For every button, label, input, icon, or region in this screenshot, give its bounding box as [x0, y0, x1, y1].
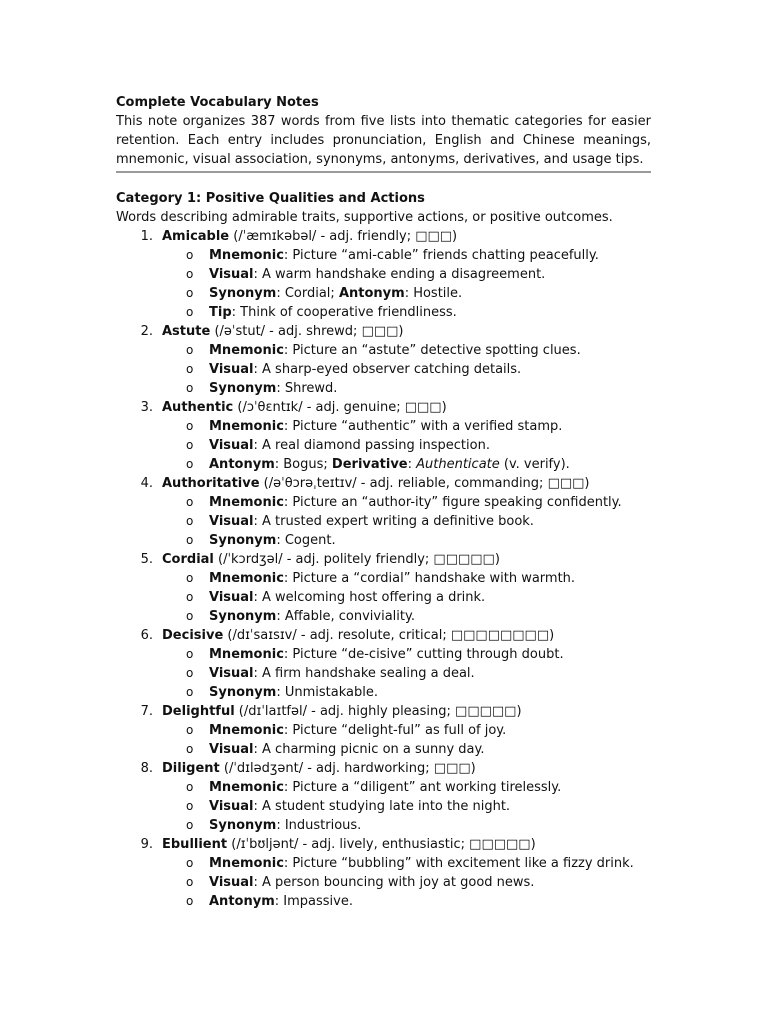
horizontal-rule: [116, 171, 651, 173]
entry-heading: [116, 227, 651, 246]
bullet-marker: o: [186, 286, 194, 300]
detail-line: [116, 417, 651, 436]
bullet-marker: o: [186, 856, 194, 870]
entry-heading: [116, 474, 651, 493]
entry-pronunciation-meaning: (/dɪˈlaɪtfəl/ - adj. highly pleasing; □□□□□): [234, 704, 522, 719]
document-title: Complete Vocabulary Notes: [116, 95, 319, 110]
entry-pronunciation-meaning: (/ˈæmɪkəbəl/ - adj. friendly; □□□): [229, 229, 458, 244]
detail-label: Mnemonic: [209, 723, 284, 738]
detail-line: [116, 778, 651, 797]
detail-text: : Shrewd.: [276, 381, 338, 396]
bullet-marker: o: [186, 362, 194, 376]
entry-word: Astute: [162, 324, 211, 339]
list-item: [116, 759, 651, 835]
detail-label: Visual: [209, 590, 254, 605]
bullet-marker: o: [186, 723, 194, 737]
entry-details: [116, 778, 651, 835]
entry-details: [116, 246, 651, 322]
bullet-marker: o: [186, 780, 194, 794]
entry-word: Delightful: [162, 704, 235, 719]
detail-line: [116, 873, 651, 892]
detail-text: : A sharp-eyed observer catching details.: [253, 362, 522, 377]
bullet-marker: o: [186, 875, 194, 889]
entry-word: Ebullient: [162, 837, 228, 852]
entry-heading: [116, 759, 651, 778]
detail-label: Mnemonic: [209, 343, 284, 358]
document-page: [116, 93, 651, 911]
detail-label: Synonym: [209, 286, 277, 301]
detail-text: : Picture “de-cisive” cutting through doubt.: [283, 647, 564, 662]
entry-pronunciation-meaning: (/əˈstut/ - adj. shrewd; □□□): [210, 324, 404, 339]
detail-label: Mnemonic: [209, 495, 284, 510]
detail-line: [116, 284, 651, 303]
detail-label: Visual: [209, 267, 254, 282]
detail-text: : Picture an “astute” detective spotting clues.: [283, 343, 581, 358]
detail-line: [116, 645, 651, 664]
detail-text: : Bogus;: [274, 457, 332, 472]
intro-paragraph: This note organizes 387 words from five lists into thematic categories for easier retention. Each entry includes pronunciation, English and Chinese meanings, mnemonic, visual association, synonyms, antonyms, derivatives, and usage tips.: [116, 114, 651, 167]
detail-label: Antonym: [209, 457, 275, 472]
bullet-marker: o: [186, 571, 194, 585]
detail-line: [116, 531, 651, 550]
list-item: [116, 398, 651, 474]
detail-text: : Cordial;: [276, 286, 339, 301]
bullet-marker: o: [186, 533, 194, 547]
detail-line: [116, 265, 651, 284]
entry-number: 4.: [140, 476, 153, 491]
detail-label: Synonym: [209, 818, 277, 833]
detail-label: Visual: [209, 875, 254, 890]
bullet-marker: o: [186, 438, 194, 452]
entry-heading: [116, 550, 651, 569]
list-item: [116, 227, 651, 322]
detail-line: [116, 512, 651, 531]
detail-line: [116, 455, 651, 474]
detail-text: :: [407, 457, 417, 472]
entry-word: Authentic: [162, 400, 234, 415]
entry-number: 7.: [140, 704, 153, 719]
detail-text: : Picture a “cordial” handshake with warmth.: [283, 571, 576, 586]
detail-label: Derivative: [331, 457, 408, 472]
list-item: [116, 702, 651, 759]
detail-line: [116, 379, 651, 398]
entry-details: [116, 721, 651, 759]
entry-pronunciation-meaning: (/əˈθɔrəˌteɪtɪv/ - adj. reliable, commanding; □□□): [259, 476, 590, 491]
detail-line: [116, 892, 651, 911]
detail-line: [116, 341, 651, 360]
bullet-marker: o: [186, 685, 194, 699]
detail-label: Visual: [209, 666, 254, 681]
entry-heading: [116, 322, 651, 341]
entry-number: 8.: [140, 761, 153, 776]
detail-text: : A student studying late into the night.: [253, 799, 511, 814]
detail-line: [116, 303, 651, 322]
bullet-marker: o: [186, 248, 194, 262]
detail-line: [116, 360, 651, 379]
entry-number: 2.: [140, 324, 153, 339]
detail-line: [116, 493, 651, 512]
detail-label: Synonym: [209, 381, 277, 396]
detail-text: (v. verify).: [499, 457, 570, 472]
category-heading: Category 1: Positive Qualities and Actions: [116, 191, 425, 206]
detail-line: [116, 246, 651, 265]
bullet-marker: o: [186, 343, 194, 357]
detail-text: : Picture “bubbling” with excitement like a fizzy drink.: [283, 856, 634, 871]
detail-text: : Picture “ami-cable” friends chatting peacefully.: [283, 248, 599, 263]
list-item: [116, 626, 651, 702]
entry-heading: [116, 702, 651, 721]
detail-label: Tip: [209, 305, 232, 320]
entry-word: Cordial: [162, 552, 214, 567]
entry-number: 1.: [140, 229, 153, 244]
entry-word: Authoritative: [162, 476, 260, 491]
bullet-marker: o: [186, 267, 194, 281]
detail-text: : Picture “authentic” with a verified stamp.: [283, 419, 563, 434]
detail-line: [116, 816, 651, 835]
bullet-marker: o: [186, 381, 194, 395]
entry-number: 3.: [140, 400, 153, 415]
detail-text: : Impassive.: [274, 894, 353, 909]
bullet-marker: o: [186, 419, 194, 433]
entry-word: Diligent: [162, 761, 220, 776]
detail-text: : A welcoming host offering a drink.: [253, 590, 486, 605]
detail-text: : Picture “delight-ful” as full of joy.: [283, 723, 507, 738]
entry-details: [116, 854, 651, 911]
bullet-marker: o: [186, 666, 194, 680]
detail-label: Visual: [209, 799, 254, 814]
detail-label: Synonym: [209, 533, 277, 548]
detail-label: Visual: [209, 438, 254, 453]
detail-label: Mnemonic: [209, 248, 284, 263]
detail-text: : Industrious.: [276, 818, 362, 833]
bullet-marker: o: [186, 495, 194, 509]
detail-text: : Unmistakable.: [276, 685, 378, 700]
detail-label: Visual: [209, 514, 254, 529]
bullet-marker: o: [186, 305, 194, 319]
bullet-marker: o: [186, 609, 194, 623]
entry-heading: [116, 626, 651, 645]
entry-details: [116, 493, 651, 550]
detail-line: [116, 797, 651, 816]
category-description: Words describing admirable traits, supportive actions, or positive outcomes.: [116, 210, 613, 225]
detail-label: Mnemonic: [209, 780, 284, 795]
bullet-marker: o: [186, 647, 194, 661]
entry-number: 5.: [140, 552, 153, 567]
detail-text: : Think of cooperative friendliness.: [231, 305, 457, 320]
detail-line: [116, 683, 651, 702]
detail-text: : A firm handshake sealing a deal.: [253, 666, 475, 681]
detail-text: : Affable, conviviality.: [276, 609, 415, 624]
detail-text: : A charming picnic on a sunny day.: [253, 742, 485, 757]
detail-line: [116, 588, 651, 607]
entry-word: Decisive: [162, 628, 224, 643]
detail-label: Synonym: [209, 685, 277, 700]
detail-text: : Picture a “diligent” ant working tirelessly.: [283, 780, 562, 795]
detail-line: [116, 607, 651, 626]
vocabulary-list: [116, 227, 651, 911]
detail-label: Antonym: [209, 894, 275, 909]
detail-line: [116, 740, 651, 759]
entry-details: [116, 341, 651, 398]
bullet-marker: o: [186, 457, 194, 471]
detail-label: Visual: [209, 362, 254, 377]
list-item: [116, 322, 651, 398]
entry-number: 9.: [140, 837, 153, 852]
list-item: [116, 550, 651, 626]
detail-line: [116, 436, 651, 455]
entry-word: Amicable: [162, 229, 230, 244]
entry-details: [116, 417, 651, 474]
detail-line: [116, 664, 651, 683]
detail-text: : Cogent.: [276, 533, 336, 548]
detail-text: : Picture an “author-ity” figure speaking confidently.: [283, 495, 622, 510]
entry-pronunciation-meaning: (/ɔˈθɛntɪk/ - adj. genuine; □□□): [233, 400, 447, 415]
detail-text: : A warm handshake ending a disagreement.: [253, 267, 546, 282]
entry-heading: [116, 835, 651, 854]
bullet-marker: o: [186, 799, 194, 813]
detail-text: : A person bouncing with joy at good news.: [253, 875, 535, 890]
detail-text: : Hostile.: [404, 286, 463, 301]
entry-details: [116, 645, 651, 702]
detail-label: Mnemonic: [209, 856, 284, 871]
detail-label: Antonym: [338, 286, 405, 301]
entry-pronunciation-meaning: (/ɪˈbʊljənt/ - adj. lively, enthusiastic; □□□□□): [227, 837, 536, 852]
detail-text: : A trusted expert writing a definitive book.: [253, 514, 534, 529]
entry-details: [116, 569, 651, 626]
detail-label: Mnemonic: [209, 647, 284, 662]
bullet-marker: o: [186, 894, 194, 908]
detail-line: [116, 721, 651, 740]
detail-italic-text: Authenticate: [416, 457, 500, 472]
detail-line: [116, 854, 651, 873]
detail-label: Visual: [209, 742, 254, 757]
detail-label: Mnemonic: [209, 571, 284, 586]
bullet-marker: o: [186, 590, 194, 604]
entry-pronunciation-meaning: (/ˈdɪlədʒənt/ - adj. hardworking; □□□): [219, 761, 476, 776]
detail-text: : A real diamond passing inspection.: [253, 438, 490, 453]
entry-number: 6.: [140, 628, 153, 643]
bullet-marker: o: [186, 514, 194, 528]
list-item: [116, 835, 651, 911]
bullet-marker: o: [186, 818, 194, 832]
entry-pronunciation-meaning: (/dɪˈsaɪsɪv/ - adj. resolute, critical; □□□□□□□□): [223, 628, 555, 643]
bullet-marker: o: [186, 742, 194, 756]
detail-label: Synonym: [209, 609, 277, 624]
detail-label: Mnemonic: [209, 419, 284, 434]
entry-heading: [116, 398, 651, 417]
detail-line: [116, 569, 651, 588]
list-item: [116, 474, 651, 550]
entry-pronunciation-meaning: (/ˈkɔrdʒəl/ - adj. politely friendly; □□□□□): [213, 552, 500, 567]
